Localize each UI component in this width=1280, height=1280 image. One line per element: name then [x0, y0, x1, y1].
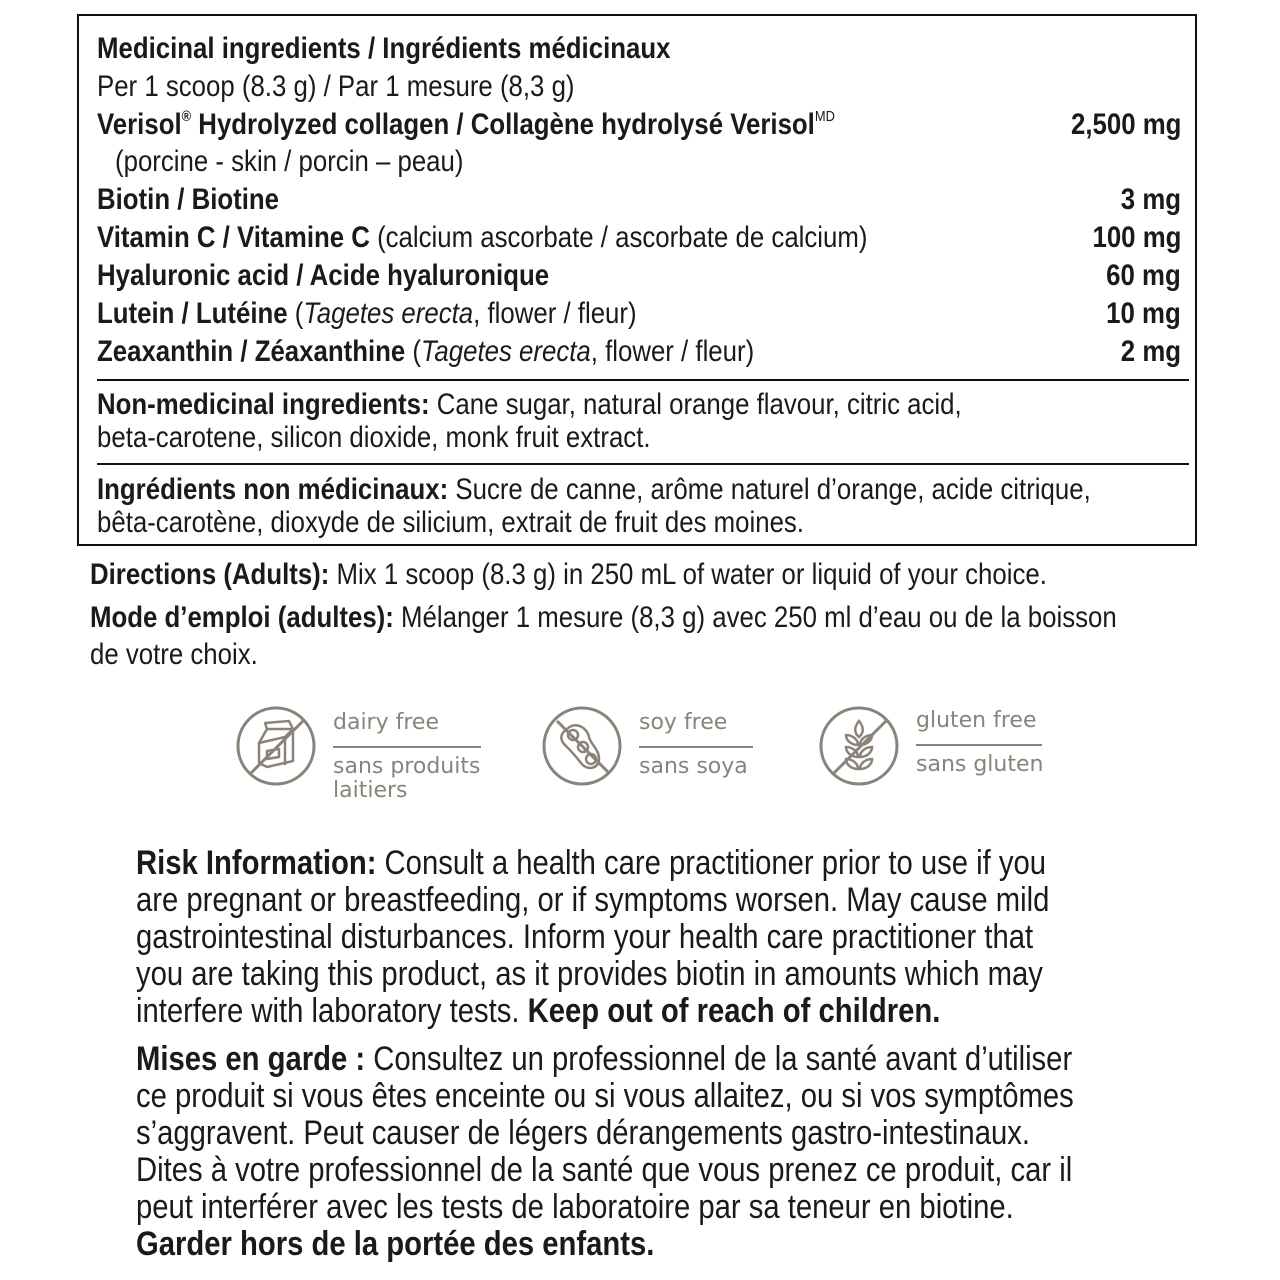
ingredient-name: Lutein / Lutéine (Tagetes erecta, flower / fleur) — [97, 297, 637, 330]
serving-size-row — [97, 68, 1181, 106]
badge-fr-label: sans produits laitiers — [333, 754, 481, 803]
gluten-free-badge — [818, 705, 1058, 815]
ingredient-amount: 100 mg — [1092, 221, 1181, 254]
dairy-free-badge — [235, 705, 495, 815]
badge-divider — [639, 746, 753, 748]
badge-divider — [333, 746, 481, 748]
non-medicinal-en: Non-medicinal ingredients: Cane sugar, natural orange flavour, citric acid, beta-carotene, silicon dioxide, monk fruit extract. — [97, 388, 962, 454]
ingredient-name: Hyaluronic acid / Acide hyaluronique — [97, 259, 550, 292]
badge-fr-label: sans soya — [639, 754, 748, 779]
milk-carton-icon — [235, 705, 317, 787]
risk-information-fr: Mises en garde : Consultez un professionnel de la santé avant d’utiliser ce produit si vous êtes enceinte ou si vous allaitez, ou si vos symptômes s’aggravent. Peut causer de légers dérangements gastro-intestinaux. Dites à votre professionnel de la santé que vous prenez ce produit, car il peut interférer avec les tests de laboratoire par sa teneur en biotine. Garder hors de la portée des enfants. — [136, 1040, 1074, 1263]
ingredient-row-vitamin-c — [97, 219, 1181, 257]
ingredient-name: Zeaxanthin / Zéaxanthine (Tagetes erecta, flower / fleur) — [97, 335, 755, 368]
ingredient-amount: 2,500 mg — [1070, 108, 1181, 141]
ingredient-detail: (porcine - skin / porcin – peau) — [115, 145, 464, 178]
ingredients-panel — [77, 14, 1197, 546]
non-medicinal-fr: Ingrédients non médicinaux: Sucre de canne, arôme naturel d’orange, acide citrique, bêta-carotène, dioxyde de silicium, extrait de fruit des moines. — [97, 473, 1091, 539]
directions-en: Directions (Adults): Mix 1 scoop (8.3 g) in 250 mL of water or liquid of your choice. — [90, 558, 1047, 591]
ingredient-amount: 3 mg — [1120, 183, 1181, 216]
ingredient-row-lutein — [97, 295, 1181, 333]
ingredient-amount: 60 mg — [1106, 259, 1181, 292]
soy-free-badge — [541, 705, 761, 815]
badge-en-label: soy free — [639, 710, 728, 735]
ingredient-amount: 10 mg — [1106, 297, 1181, 330]
divider — [97, 379, 1189, 381]
ingredient-name: Biotin / Biotine — [97, 183, 280, 216]
medicinal-heading-row — [97, 30, 1181, 68]
ingredient-row-biotin — [97, 181, 1181, 219]
ingredient-detail-collagen — [115, 143, 1199, 181]
ingredient-name: Vitamin C / Vitamine C (calcium ascorbate / ascorbate de calcium) — [97, 221, 868, 254]
badge-en-label: gluten free — [916, 708, 1037, 733]
directions-fr: Mode d’emploi (adultes): Mélanger 1 mesure (8,3 g) avec 250 ml d’eau ou de la boisson de votre choix. — [90, 601, 1117, 671]
badge-divider — [916, 744, 1042, 746]
wheat-icon — [818, 705, 900, 787]
divider — [97, 463, 1189, 465]
ingredient-name: Verisol® Hydrolyzed collagen / Collagène hydrolysé Verisol$^{MD}$ — [97, 108, 835, 141]
ingredient-row-zeaxanthin — [97, 333, 1181, 371]
badge-fr-label: sans gluten — [916, 752, 1044, 777]
ingredient-amount: 2 mg — [1120, 335, 1181, 368]
risk-information-en: Risk Information: Consult a health care practitioner prior to use if you are pregnant or breastfeeding, or if symptoms worsen. May cause mild gastrointestinal disturbances. Inform your health care practitioner that you are taking this product, as it provides biotin in amounts which may interfere with laboratory tests. Keep out of reach of children. — [136, 844, 1050, 1030]
serving-size: Per 1 scoop (8.3 g) / Par 1 mesure (8,3 g) — [97, 70, 575, 103]
medicinal-heading: Medicinal ingredients / Ingrédients médicinaux — [97, 32, 671, 65]
badge-en-label: dairy free — [333, 710, 439, 735]
ingredient-row-hyaluronic — [97, 257, 1181, 295]
soybean-icon — [541, 705, 623, 787]
ingredient-row-collagen — [97, 106, 1181, 144]
